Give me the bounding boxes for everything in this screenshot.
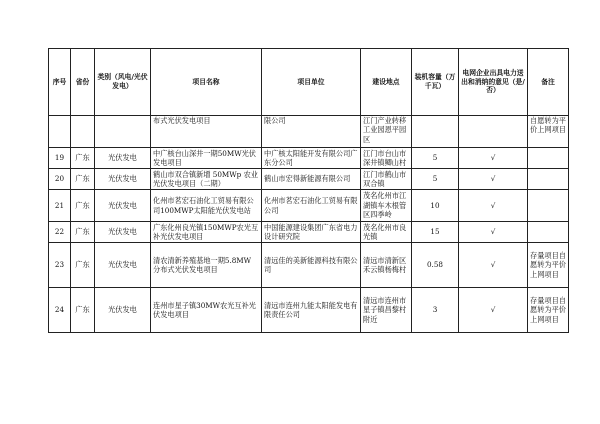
cell-location: 江门市鹤山市双合镇 (361, 169, 412, 190)
cell-opinion: √ (459, 169, 528, 190)
cell-category: 光伏发电 (95, 288, 151, 333)
table-row (49, 222, 569, 243)
cell-opinion: √ (459, 190, 528, 222)
cell-unit: 中广核太阳能开发有限公司广东分公司 (262, 148, 361, 169)
cell-province: 广东 (71, 148, 95, 169)
cell-location: 茂名化州市江湖镇车木根管区四季岭 (361, 190, 412, 222)
cell-seq: 24 (49, 288, 71, 333)
cell-location: 清远市清新区禾云镇杨梅村 (361, 243, 412, 288)
table-row (49, 190, 569, 222)
table-row (49, 148, 569, 169)
project-table (48, 48, 569, 333)
cell-province: 广东 (71, 243, 95, 288)
cell-capacity: 5 (412, 148, 459, 169)
cell-remark (528, 222, 569, 243)
cell-category: 光伏发电 (95, 243, 151, 288)
cell-seq: 23 (49, 243, 71, 288)
header-category: 类别（风电/光伏发电） (95, 49, 151, 116)
cell-name: 广东化州良光镇150MWP农光互补光伏发电项目 (151, 222, 262, 243)
header-province: 省份 (71, 49, 95, 116)
cell-province: 广东 (71, 222, 95, 243)
header-opinion: 电网企业出具电力送出和消纳的意见（是/否） (459, 49, 528, 116)
cell-name: 连州市星子镇30MW农光互补光伏发电项目 (151, 288, 262, 333)
header-location: 建设地点 (361, 49, 412, 116)
cell-opinion: √ (459, 148, 528, 169)
table-row (49, 116, 569, 148)
cell-category: 光伏发电 (95, 148, 151, 169)
cell-category: 光伏发电 (95, 190, 151, 222)
cell-name: 清农清新养殖基地一期5.8MW 分布式光伏发电项目 (151, 243, 262, 288)
cell-province: 广东 (71, 190, 95, 222)
cell-province (71, 116, 95, 148)
cell-seq: 19 (49, 148, 71, 169)
table-row (49, 243, 569, 288)
cell-unit: 清远佳的美新能源科技有限公司 (262, 243, 361, 288)
cell-capacity (412, 116, 459, 148)
cell-province: 广东 (71, 288, 95, 333)
cell-remark (528, 190, 569, 222)
cell-seq: 22 (49, 222, 71, 243)
cell-remark: 自愿转为平价上网项目 (528, 116, 569, 148)
header-name: 项目名称 (151, 49, 262, 116)
cell-name: 鹤山市双合镇新增 50MWp 农业光伏发电项目（二期） (151, 169, 262, 190)
cell-capacity: 3 (412, 288, 459, 333)
cell-unit: 中国能源建设集团广东省电力设计研究院 (262, 222, 361, 243)
cell-name: 中广核台山深井一期50MW光伏发电项目 (151, 148, 262, 169)
cell-name: 布式光伏发电项目 (151, 116, 262, 148)
cell-province: 广东 (71, 169, 95, 190)
cell-location: 茂名化州市良光镇 (361, 222, 412, 243)
cell-seq (49, 116, 71, 148)
header-unit: 项目单位 (262, 49, 361, 116)
cell-capacity: 0.58 (412, 243, 459, 288)
cell-name: 化州市茗宏石油化工贸易有限公司100MWP太阳能光伏发电站 (151, 190, 262, 222)
table-row (49, 288, 569, 333)
cell-opinion: √ (459, 288, 528, 333)
cell-capacity: 5 (412, 169, 459, 190)
table-row (49, 169, 569, 190)
cell-unit: 清远市连州九能太阳能发电有限责任公司 (262, 288, 361, 333)
cell-opinion: √ (459, 243, 528, 288)
cell-category (95, 116, 151, 148)
cell-unit: 化州市茗宏石油化工贸易有限公司 (262, 190, 361, 222)
cell-opinion (459, 116, 528, 148)
table-header-row (49, 49, 569, 116)
cell-seq: 21 (49, 190, 71, 222)
cell-opinion: √ (459, 222, 528, 243)
cell-category: 光伏发电 (95, 169, 151, 190)
cell-unit: 鹤山市宏得新能源有限公司 (262, 169, 361, 190)
cell-remark (528, 148, 569, 169)
header-seq: 序号 (49, 49, 71, 116)
cell-location: 江门市台山市深井镇鲫山村 (361, 148, 412, 169)
cell-capacity: 15 (412, 222, 459, 243)
cell-remark: 存量项目自愿转为平价上网项目 (528, 243, 569, 288)
header-remark: 备注 (528, 49, 569, 116)
cell-capacity: 10 (412, 190, 459, 222)
cell-seq: 20 (49, 169, 71, 190)
cell-category: 光伏发电 (95, 222, 151, 243)
cell-remark (528, 169, 569, 190)
header-capacity: 装机容量（万千瓦） (412, 49, 459, 116)
cell-unit: 限公司 (262, 116, 361, 148)
cell-remark: 存量项目自愿转为平价上网项目 (528, 288, 569, 333)
cell-location: 清远市连州市星子镇昌黎村附近 (361, 288, 412, 333)
cell-location: 江门产业转移工业园恩平园区 (361, 116, 412, 148)
